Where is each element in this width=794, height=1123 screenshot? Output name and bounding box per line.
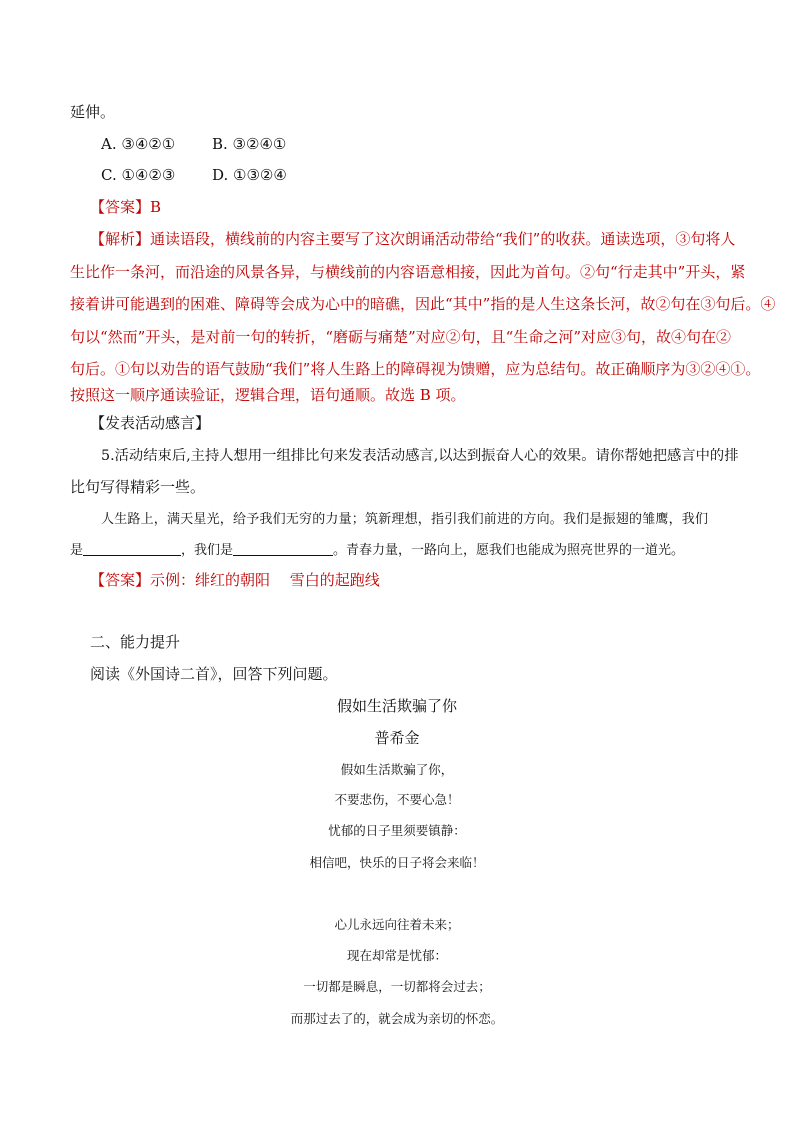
analysis-line-5: 句后。①句以劝告的语气鼓励“我们”将人生路上的障碍视为馈赠，应为总结句。故正确顺序为③②④①。: [70, 360, 761, 378]
poem-line: 现在却常是忧郁：: [346, 948, 447, 963]
answer-tag: 【答案】: [90, 571, 151, 589]
q4-answer: [90, 197, 161, 217]
analysis-tag: 【解析】: [90, 230, 151, 248]
part2-intro: 阅读《外国诗二首》，回答下列问题。: [90, 665, 338, 683]
analysis-line-6: 按照这一顺序通读验证，逻辑合理，语句通顺。故选 B 项。: [70, 386, 466, 404]
blank-2: [233, 541, 333, 556]
option-b: B. ③②④①: [212, 135, 287, 153]
option-a: A. ③④②①: [101, 135, 176, 153]
section-tag: 【发表活动感言】: [90, 414, 211, 432]
answer-value: B: [150, 198, 162, 216]
q5-stem-2: 比句写得精彩一些。: [70, 478, 206, 496]
q5-text-2: 是 ，我们是 。青春力量，一路向上，愿我们也能成为照亮世界的一道光。: [70, 543, 685, 558]
analysis-line-2: 生比作一条河，而沿途的风景各异，与横线前的内容语意相接，因此为首句。②句“行走其中”开头，紧: [70, 263, 746, 281]
analysis-line-3: 接着讲可能遇到的困难、障碍等会成为心中的暗礁，因此“其中”指的是人生这条长河，故②句在③句后。④: [70, 295, 776, 313]
option-d: D. ①③②④: [212, 166, 287, 184]
poem-line: 而那过去了的，就会成为亲切的怀恋。: [290, 1011, 504, 1026]
q5-stem-1: 5.活动结束后,主持人想用一组排比句来发表活动感言,以达到振奋人心的效果。请你帮她把感言中的排: [101, 448, 739, 464]
option-c: C. ①④②③: [101, 166, 176, 184]
q4-continuation: 延伸。: [70, 103, 116, 121]
q5-answer: [90, 570, 380, 590]
poem-line: 心儿永远向往着未来；: [334, 917, 460, 932]
poem-line: 忧郁的日子里须要镇静：: [328, 823, 466, 838]
part2-heading: 二、能力提升: [90, 633, 181, 651]
analysis-line-1: 【解析】通读语段，横线前的内容主要写了这次朗诵活动带给“我们”的收获。通读选项，③句将人: [90, 230, 736, 248]
poem-line: 相信吧，快乐的日子将会来临！: [309, 855, 485, 870]
answer-tag: 【答案】: [90, 198, 151, 216]
analysis-line-4: 句以“然而”开头，是对前一句的转折，“磨砺与痛楚”对应②句，且“生命之河”对应③句，故④句在②: [70, 328, 732, 346]
blank-1: [83, 541, 181, 556]
poem-author: 普希金: [374, 729, 420, 747]
poem-line: 假如生活欺骗了你，: [340, 762, 454, 777]
poem-title: 假如生活欺骗了你: [336, 697, 457, 715]
poem-line: 一切都是瞬息，一切都将会过去；: [303, 979, 491, 994]
poem-line: 不要悲伤，不要心急！: [334, 792, 460, 807]
q5-text-1: 人生路上，满天星光，给予我们无穷的力量；筑新理想，指引我们前进的方向。我们是振翅的雏鹰，我们: [101, 512, 709, 527]
answer-value: 示例：绯红的朝阳 雪白的起跑线: [150, 571, 380, 589]
